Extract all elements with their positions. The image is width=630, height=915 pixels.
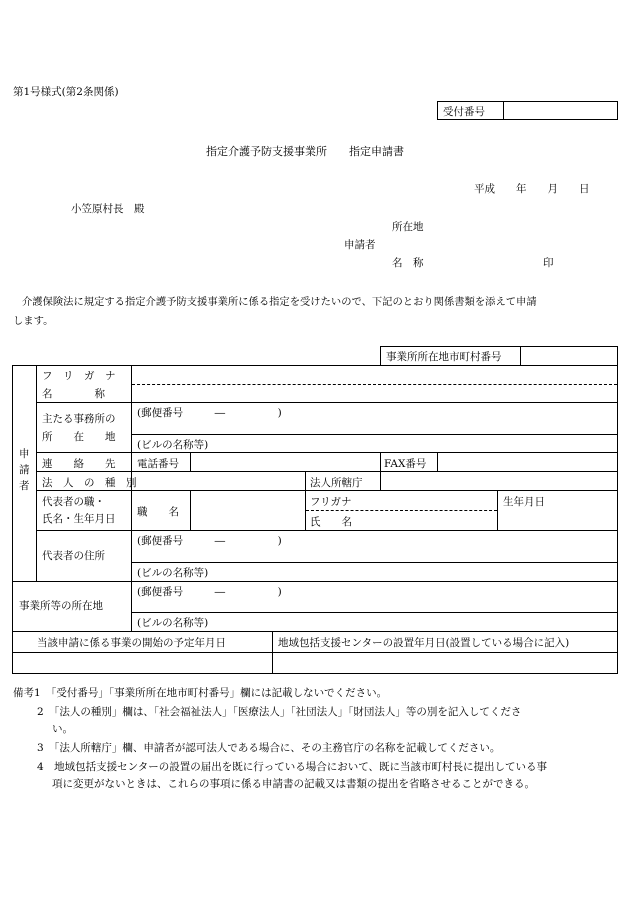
main-office-label-1: 主たる事務所の [42, 413, 116, 425]
applicant-address-label: 所在地 [392, 221, 424, 233]
form-number: 第1号様式(第2条関係) [13, 86, 119, 98]
applicant-side-label: 申 請 者 [19, 448, 30, 492]
office-location-building[interactable]: (ビルの名称等) [137, 617, 209, 629]
name-label: 名 称 [42, 388, 105, 400]
name-field[interactable] [133, 386, 615, 401]
center-date-field[interactable] [274, 654, 616, 672]
page-title: 指定介護予防支援事業所 指定申請書 [206, 145, 404, 158]
note-4a: 4 地域包括支援センターの設置の届出を既に行っている場合において、既に当該市町村長に提出している事 [37, 761, 548, 773]
corp-authority-label: 法人所轄庁 [310, 477, 363, 489]
corp-type-label: 法 人 の 種 別 [42, 477, 137, 489]
office-location-label: 事業所等の所在地 [19, 600, 103, 612]
contact-label: 連 絡 先 [42, 458, 116, 470]
birthdate-label: 生年月日 [503, 496, 545, 508]
fax-field[interactable] [439, 453, 615, 470]
corp-type-field[interactable] [133, 472, 303, 489]
body-text-line-1: 介護保険法に規定する指定介護予防支援事業所に係る指定を受けたいので、下記のとおり関係書類を添えて申請 [22, 296, 537, 308]
receipt-number-label: 受付番号 [443, 106, 485, 118]
municipality-number-field[interactable] [522, 347, 616, 365]
start-date-field[interactable] [14, 654, 270, 672]
rep-address-postal[interactable]: (郵便番号 ― ) [137, 535, 282, 547]
main-office-postal[interactable]: (郵便番号 ― ) [137, 407, 282, 419]
body-text-line-2: します。 [13, 315, 54, 327]
fax-label: FAX番号 [384, 458, 427, 470]
note-4b: 項に変更がないときは、これらの事項に係る申請書の記載又は書類の提出を省略させることができる。 [52, 778, 535, 790]
applicant-name-label: 名 称 [392, 257, 424, 269]
center-date-label: 地域包括支援センターの設置年月日(設置している場合に記入) [278, 637, 570, 649]
receipt-number-field[interactable] [505, 102, 615, 118]
corp-authority-field[interactable] [382, 472, 615, 489]
note-2b: い。 [52, 723, 73, 735]
main-office-label-2: 所 在 地 [42, 431, 116, 443]
note-3: 3 「法人所轄庁」欄、申請者が認可法人である場合に、その主務官庁の名称を記載してください。 [37, 742, 501, 754]
rep-furigana-label: フリガナ [310, 496, 352, 508]
furigana-field[interactable] [133, 367, 615, 383]
municipality-number-label: 事業所所在地市町村番号 [386, 351, 502, 363]
start-date-label: 当該申請に係る事業の開始の予定年月日 [37, 637, 226, 649]
rep-address-label: 代表者の住所 [42, 550, 105, 562]
seal-mark: 印 [543, 257, 554, 269]
office-location-postal[interactable]: (郵便番号 ― ) [137, 586, 282, 598]
position-field[interactable] [192, 491, 303, 529]
furigana-label: フ リ ガ ナ [42, 370, 116, 382]
tel-label: 電話番号 [137, 458, 179, 470]
position-label: 職 名 [137, 506, 179, 518]
representative-label-2: 氏名・生年月日 [42, 513, 116, 525]
applicant-label: 申請者 [344, 239, 376, 251]
rep-address-building[interactable]: (ビルの名称等) [137, 567, 209, 579]
representative-label-1: 代表者の職・ [42, 496, 105, 508]
main-office-building[interactable]: (ビルの名称等) [137, 439, 209, 451]
note-2a: 2 「法人の種別」欄は、「社会福祉法人」「医療法人」「社団法人」「財団法人」等の別を記入してくださ [37, 706, 522, 718]
rep-name-label: 氏 名 [310, 516, 352, 528]
tel-field[interactable] [192, 453, 378, 470]
addressee: 小笠原村長 殿 [71, 203, 145, 215]
date-line: 平成 年 月 日 [474, 183, 590, 195]
note-1: 備考1 「受付番号」「事業所所在地市町村番号」欄には記載しないでください。 [13, 687, 388, 699]
